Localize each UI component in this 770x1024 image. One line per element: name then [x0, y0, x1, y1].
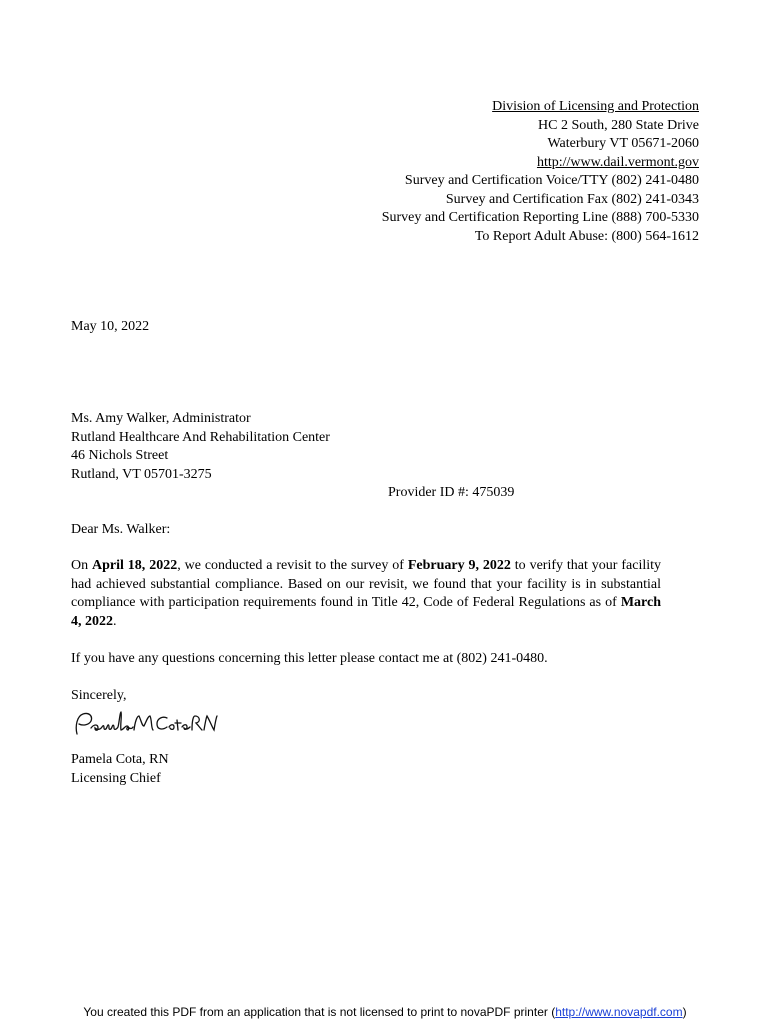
- letter-date: May 10, 2022: [71, 319, 150, 334]
- recipient-line2: Rutland Healthcare And Rehabilitation Center: [71, 429, 330, 445]
- body-paragraph: [71, 557, 661, 631]
- novapdf-link[interactable]: http://www.novapdf.com: [555, 1005, 683, 1019]
- abuse-hotline: To Report Adult Abuse: (800) 564-1612: [474, 228, 699, 244]
- signer-title: Licensing Chief: [71, 770, 161, 786]
- recipient-line3: 46 Nichols Street: [71, 448, 169, 463]
- reporting-line: Survey and Certification Reporting Line (888) 700-5330: [381, 210, 699, 225]
- body-text-d: .: [113, 613, 117, 629]
- salutation: Dear Ms. Walker:: [71, 522, 171, 537]
- pdf-footer-notice: [0, 1005, 770, 1019]
- signature: [71, 708, 221, 740]
- footer-text: You created this PDF from an application that is not licensed to print to novaPDF printer (: [83, 1005, 556, 1019]
- survey-date: February 9, 2022: [407, 558, 511, 573]
- voice-phone: Survey and Certification Voice/TTY (802) 241-0480: [404, 173, 699, 188]
- compliance-date: March 4, 2022: [71, 595, 661, 629]
- signer-name: Pamela Cota, RN: [71, 752, 169, 767]
- website-link[interactable]: http://www.dail.vermont.gov: [536, 154, 699, 170]
- recipient-address: [71, 410, 330, 484]
- closing: Sincerely,: [71, 688, 127, 703]
- letterhead-address-line1: HC 2 South, 280 State Drive: [538, 117, 699, 133]
- fax-number: Survey and Certification Fax (802) 241-0343: [445, 191, 699, 207]
- letterhead: [319, 98, 699, 246]
- body-text-c: to verify that your facility had achieved substantial compliance. Based on our revisit, we found that your facility is in substantial compliance with participation requirements found in Title 42, Code of Federal Regulations as of: [71, 558, 661, 611]
- revisit-date: April 18, 2022: [92, 558, 178, 573]
- signer-block: [71, 751, 169, 788]
- contact-paragraph: If you have any questions concerning this letter please contact me at (802) 241-0480.: [71, 651, 548, 666]
- footer-close: ): [682, 1005, 687, 1019]
- provider-id: Provider ID #: 475039: [388, 485, 515, 500]
- letterhead-address-line2: Waterbury VT 05671-2060: [547, 136, 699, 151]
- division-name: Division of Licensing and Protection: [492, 99, 699, 114]
- body-text-a: On: [71, 558, 93, 573]
- recipient-line4: Rutland, VT 05701-3275: [71, 466, 212, 482]
- recipient-line1: Ms. Amy Walker, Administrator: [71, 411, 251, 426]
- body-text-b: , we conducted a revisit to the survey of: [177, 558, 408, 573]
